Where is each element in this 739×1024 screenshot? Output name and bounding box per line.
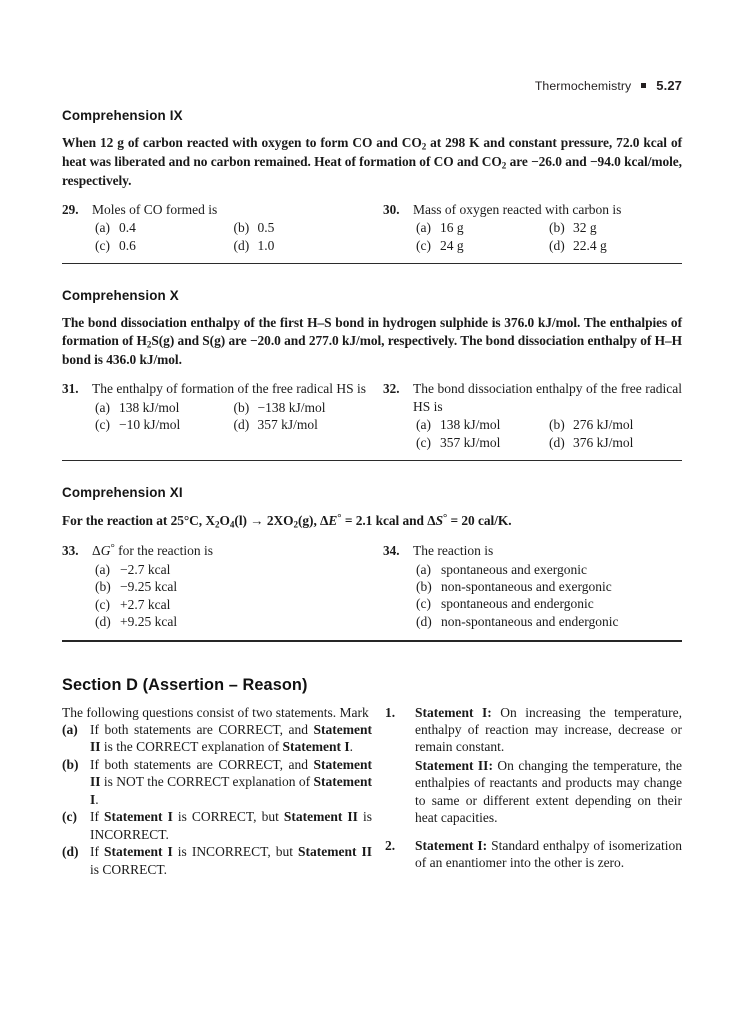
- option-text: non-spontaneous and endergonic: [441, 613, 619, 629]
- option-text: 0.6: [119, 237, 136, 253]
- option-d[interactable]: [549, 237, 682, 254]
- option-a[interactable]: [95, 561, 372, 578]
- option-text: +9.25 kcal: [120, 614, 178, 630]
- option-d[interactable]: [234, 237, 373, 254]
- block-heading-ix: Comprehension IX: [62, 108, 183, 123]
- option-b[interactable]: [549, 219, 682, 236]
- item-body: [415, 704, 682, 827]
- statement-lead: Statement I:: [415, 837, 488, 853]
- option-label: (c): [95, 237, 110, 253]
- statement-lead: Statement II:: [415, 757, 493, 773]
- option-b[interactable]: [234, 399, 373, 416]
- option-label: (a): [95, 561, 110, 577]
- block-passage-ix: When 12 g of carbon reacted with oxygen to form CO and $CO_2$ at 298 K and constant pressure, 72.0 kcal of heat was liberated and no carbon remained. Heat of formation of CO and $CO_2$ are −26.0 and −94.0 kcal/mole, respectively.: [62, 135, 682, 188]
- option-b[interactable]: [95, 578, 372, 595]
- mark-option-text: If both statements are CORRECT, and Statement II is NOT the CORRECT explanation of Statement I.: [90, 756, 372, 807]
- option-text: 357 kJ/mol: [440, 434, 501, 450]
- option-a[interactable]: [416, 219, 549, 236]
- option-label: (c): [95, 596, 110, 612]
- option-b[interactable]: [416, 578, 682, 595]
- option-text: 0.5: [257, 220, 275, 236]
- mark-option-a[interactable]: [62, 721, 372, 756]
- option-text: 1.0: [257, 237, 275, 253]
- question-number: 34.: [383, 543, 400, 559]
- mark-option-text: If Statement I is CORRECT, but Statement II is INCORRECT.: [90, 809, 372, 842]
- option-c[interactable]: [95, 416, 234, 433]
- option-b[interactable]: [549, 416, 682, 433]
- option-text: 16 g: [440, 220, 464, 236]
- block-passage-x: The bond dissociation enthalpy of the first H–S bond in hydrogen sulphide is 376.0 kJ/mol. The enthalpies of formation of $H_2S(g)$ and S(g) are −20.0 and 277.0 kJ/mol, respectively. The bond dissociation enthalpy of H–H bond is 436.0 kJ/mol.: [62, 315, 682, 368]
- block-divider: [62, 640, 682, 642]
- option-c[interactable]: [95, 596, 372, 613]
- option-a[interactable]: [95, 399, 234, 416]
- option-list: [383, 416, 682, 451]
- option-list: [62, 399, 372, 434]
- section-d: [62, 676, 682, 882]
- question-34: [372, 542, 682, 630]
- mark-option-label: (d): [62, 844, 79, 860]
- option-text: spontaneous and endergonic: [441, 596, 594, 612]
- option-text: −2.7 kcal: [120, 561, 171, 577]
- question-row-31-32: [62, 380, 682, 451]
- question-number: 30.: [383, 201, 400, 217]
- option-label: (b): [549, 220, 565, 236]
- item-number: 1.: [385, 704, 396, 720]
- question-row-29-30: [62, 201, 682, 254]
- section-d-right-column: [372, 704, 682, 882]
- mark-option-d[interactable]: [62, 843, 372, 878]
- option-label: (a): [95, 399, 110, 415]
- option-text: 22.4 g: [573, 237, 607, 253]
- mark-option-label: (b): [62, 756, 79, 772]
- question-row-33-34: [62, 542, 682, 630]
- question-stem: The bond dissociation enthalpy of the free radical HS is: [413, 381, 682, 414]
- option-c[interactable]: [416, 237, 549, 254]
- option-text: 138 kJ/mol: [119, 399, 180, 415]
- option-d[interactable]: [95, 613, 372, 630]
- question-30: [372, 201, 682, 254]
- option-label: (d): [95, 614, 111, 630]
- section-d-left-column: [62, 704, 372, 882]
- question-number: 31.: [62, 381, 79, 397]
- statement-lead: Statement I:: [415, 704, 492, 720]
- option-label: (a): [416, 561, 431, 577]
- option-list: [62, 219, 372, 254]
- mark-option-list: [62, 721, 372, 878]
- option-label: (d): [416, 613, 432, 629]
- statement-text: On changing the temperature, the enthalpies of reactants and products may change to same or different extent depending on their heat capacities.: [415, 757, 682, 826]
- question-number: 33.: [62, 543, 79, 559]
- item-number: 2.: [385, 837, 396, 853]
- option-text: spontaneous and exergonic: [441, 561, 587, 577]
- option-text: 138 kJ/mol: [440, 417, 501, 433]
- assertion-reason-item-1: [383, 704, 682, 827]
- option-a[interactable]: [416, 561, 682, 578]
- block-divider: [62, 263, 682, 264]
- question-stem: The reaction is: [413, 543, 494, 559]
- option-label: (c): [416, 434, 431, 450]
- mark-option-text: If Statement I is INCORRECT, but Statement II is CORRECT.: [90, 844, 372, 877]
- statement-i: [415, 704, 682, 756]
- comprehension-block-xi: [62, 485, 682, 641]
- question-32: [372, 380, 682, 451]
- statement-ii: [415, 757, 682, 827]
- option-text: 24 g: [440, 237, 464, 253]
- question-stem: The enthalpy of formation of the free radical HS is: [92, 381, 367, 397]
- option-label: (c): [416, 596, 431, 612]
- option-b[interactable]: [234, 219, 373, 236]
- option-text: non-spontaneous and exergonic: [441, 579, 612, 594]
- question-stem: Moles of CO formed is: [92, 201, 218, 217]
- option-d[interactable]: [234, 416, 373, 433]
- option-text: −138 kJ/mol: [257, 399, 326, 415]
- mark-option-b[interactable]: [62, 756, 372, 808]
- option-a[interactable]: [416, 416, 549, 433]
- option-text: −9.25 kcal: [120, 579, 178, 595]
- statement-text: Standard enthalpy of isomerization of an enantiomer into the other is zero.: [415, 837, 683, 871]
- option-text: 357 kJ/mol: [257, 417, 318, 433]
- mark-option-label: (a): [62, 721, 78, 737]
- option-c[interactable]: [95, 237, 234, 254]
- question-29: [62, 201, 372, 254]
- option-list: [62, 561, 372, 631]
- option-c[interactable]: [416, 434, 549, 451]
- option-label: (d): [549, 434, 565, 450]
- mark-option-label: (c): [62, 809, 77, 825]
- mark-option-text: If both statements are CORRECT, and Statement II is the CORRECT explanation of Statement I.: [90, 721, 372, 755]
- option-label: (b): [549, 417, 565, 433]
- option-label: (a): [95, 220, 110, 236]
- section-d-columns: [62, 704, 682, 882]
- section-d-intro: The following questions consist of two statements. Mark: [62, 704, 369, 720]
- option-text: 276 kJ/mol: [573, 417, 634, 433]
- question-stem: ΔG° for the reaction is: [92, 542, 213, 559]
- option-label: (d): [233, 237, 250, 253]
- square-bullet-icon: [641, 83, 646, 88]
- option-c[interactable]: [416, 595, 682, 612]
- statement-i: [415, 837, 682, 872]
- item-body: [415, 837, 682, 872]
- option-label: (b): [233, 399, 250, 415]
- page-content: [62, 108, 682, 882]
- option-label: (d): [549, 237, 565, 253]
- mark-option-c[interactable]: [62, 808, 372, 843]
- page-folio: 5.27: [656, 78, 682, 93]
- question-stem: Mass of oxygen reacted with carbon is: [413, 201, 622, 217]
- question-number: 32.: [383, 381, 400, 397]
- option-label: (c): [95, 417, 110, 433]
- question-31: [62, 380, 372, 451]
- running-head: [535, 78, 682, 93]
- option-label: (c): [416, 237, 431, 253]
- option-list: [383, 561, 682, 631]
- option-text: −10 kJ/mol: [119, 417, 181, 433]
- question-33: [62, 542, 372, 630]
- option-d[interactable]: [416, 613, 682, 630]
- option-a[interactable]: [95, 219, 234, 236]
- option-label: (a): [416, 220, 431, 236]
- option-label: (b): [95, 579, 111, 595]
- question-number: 29.: [62, 201, 79, 217]
- option-text: 32 g: [573, 220, 597, 236]
- option-label: (d): [233, 417, 250, 433]
- block-heading-x: Comprehension X: [62, 288, 179, 304]
- running-head-subject: Thermochemistry: [534, 78, 632, 93]
- option-label: (b): [233, 220, 250, 236]
- option-text: 0.4: [119, 220, 136, 236]
- option-d[interactable]: [549, 434, 682, 451]
- option-label: (a): [416, 417, 431, 433]
- option-text: 376 kJ/mol: [573, 434, 634, 450]
- comprehension-block-ix: [62, 108, 682, 264]
- option-text: +2.7 kcal: [120, 596, 171, 612]
- statement-text: On increasing the temperature, enthalpy of reaction may increase, decrease or remain constant.: [415, 704, 683, 755]
- assertion-reason-item-2: [383, 837, 682, 872]
- option-list: [383, 219, 682, 254]
- block-divider: [62, 460, 682, 461]
- option-label: (b): [416, 579, 432, 594]
- section-d-heading: Section D (Assertion – Reason): [62, 675, 308, 694]
- block-passage-xi: For the reaction at 25°C, $X_2O_4(l) \to 2XO_2(g)$, ΔE° = 2.1 kcal and ΔS° = 20 cal/K.: [62, 512, 512, 530]
- comprehension-block-x: [62, 288, 682, 461]
- block-heading-xi: Comprehension XI: [62, 485, 183, 501]
